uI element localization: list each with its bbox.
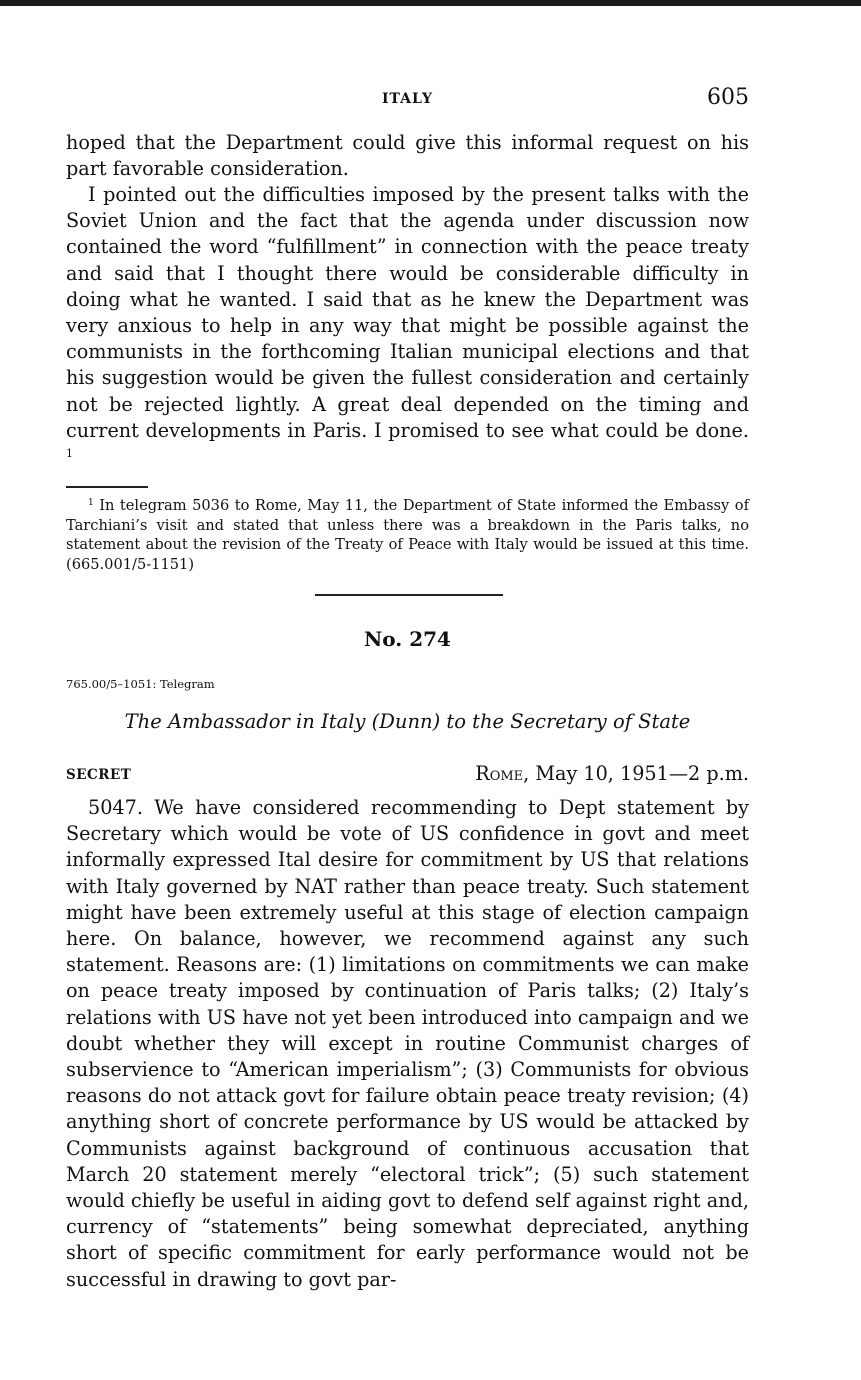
footnote-rule [66,486,148,488]
running-title: ITALY [381,91,433,107]
paragraph-meeting-text [66,182,749,470]
dateline-place: Rome [475,762,524,785]
footnote-reference: 1 [66,447,73,461]
top-border [0,0,861,6]
footnote-text: In telegram 5036 to Rome, May 11, the Department of State informed the Embassy of Tarchiani’s visit and stated that unless there was a breakdown in the Paris talks, no statement about the revision of the Treaty of Peace with Italy would be issued at this time. (665.001/5-1151) [66,497,749,573]
page-number: 605 [707,85,749,110]
document-number: No. 274 [364,627,451,651]
dateline-date: , May 10, 1951—2 p.m. [523,762,749,785]
section-separator [315,594,503,596]
continued-line-1: hoped that the Department could give this informal request on his [66,131,749,154]
footnote [66,496,749,574]
dateline [475,762,749,785]
paragraph-meeting [66,182,749,470]
continued-paragraph [66,130,749,182]
paragraph-meeting-body: I pointed out the difficulties imposed by the present talks with the Soviet Union and the fact that the agenda under discussion now contained the word “fulfillment” in connection with the peace treaty and said that I thought there would be considerable difficulty in doing what he wanted. I said that as he knew the Department was very anxious to help in any way that might be possible against the communists in the forthcoming Italian municipal elections and that his suggestion would be given the fullest consideration and certainly not be rejected lightly. A great deal depended on the timing and current developments in Paris. I promised to see what could be done. [66,183,749,442]
telegram-text: 5047. We have considered recommending to Dept statement by Secretary which would be vote of US confidence in govt and meet informally expressed Ital desire for commitment by US that relations with Italy governed by NAT rather than peace treaty. Such statement might have been extremely useful at this stage of election campaign here. On balance, however, we recommend against any such statement. Reasons are: (1) limitations on commitments we can make on peace treaty imposed by continuation of Paris talks; (2) Italy’s relations with US have not yet been introduced into campaign and we doubt whether they will except in routine Communist charges of subservience to “American imperialism”; (3) Communists for obvious reasons do not attack govt for failure obtain peace treaty revision; (4) anything short of concrete performance by US would be attacked by Communists against background of continuous accusation that March 20 statement merely “electoral trick”; (5) such statement would chiefly be useful in aiding govt to defend self against right and, currency of “statements” being somewhat depreciated, anything short of specific commitment for early performance would not be successful in drawing to govt par- [66,796,749,1291]
document-title: The Ambassador in Italy (Dunn) to the Secretary of State [124,710,691,733]
telegram-body [66,795,749,1293]
classification-label: SECRET [66,767,132,783]
footnote-marker: 1 [88,498,94,508]
continued-line-2: part favorable consideration. [66,157,349,181]
file-reference: 765.00/5–1051: Telegram [66,677,215,691]
